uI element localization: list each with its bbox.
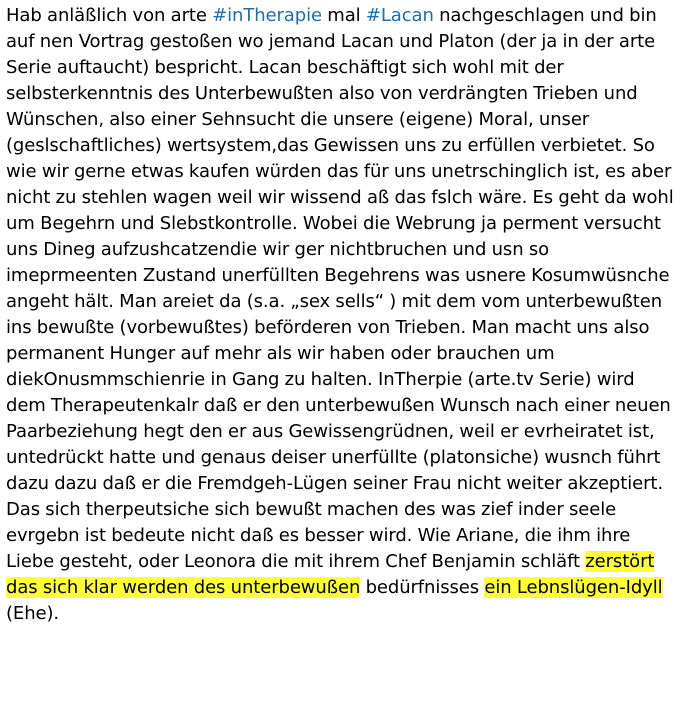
post-ending: (Ehe).: [6, 603, 60, 624]
post-between-tags: mal: [321, 5, 366, 26]
hashtag-intherapie-link[interactable]: #inTherapie: [212, 5, 322, 26]
highlighted-phrase-1: zerstört das sich klar werden des unterbewußen: [6, 551, 655, 598]
post-intro: Hab anläßlich von arte: [6, 5, 213, 26]
highlighted-phrase-2: ein Lebnslügen-Idyll: [484, 577, 663, 598]
hashtag-lacan-link[interactable]: #Lacan: [365, 5, 434, 26]
post-body: nachgeschlagen und bin auf nen Vortrag gestoßen wo jemand Lacan und Platon (der ja in der arte Serie auftaucht) bespricht. Lacan beschäftigt sich wohl mit der selbsterkenntnis des Unterbewußten also von verdrängten Trieben und Wünschen, also einer Sehnsucht die unsere (eigene) Moral, unser (geslschaftliches) wertsystem,das Gewissen uns zu erfüllen verbietet. So wie wir gerne etwas kaufen würden das für uns unetrschinglich ist, es aber nicht zu stehlen wagen weil wir wissend aß das fslch wäre. Es geht da wohl um Begehrn und Slebstkontrolle. Wobei die Webrung ja perment versucht uns Dineg aufzushcatzendie wir ger nichtbruchen und usn so imeprmeenten Zustand unerfüllten Begehrens was usnere Kosumwüsnche angeht hält. Man areiet da (s.a. „sex sells“ ) mit dem vom unterbewußten ins bewußte (vorbewußtes) beförderen von Trieben. Man macht uns also permanent Hunger auf mehr als wir haben oder brauchen um diekOnusmmschienrie in Gang zu halten. InTherpie (arte.tv Serie) wird dem Therapeutenkalr daß er den unterbewußen Wunsch nach einer neuen Paarbeziehung hegt den er aus Gewissengrüdnen, weil er evrheiratet ist, untedrückt hatte und genaus deiser unerfüllte (platonsiche) wusnch führt dazu dazu daß er die Fremdgeh-Lügen seiner Frau nicht weiter akzeptiert. Das sich therpeutsiche sich bewußt machen des was zief inder seele evrgebn ist bedeute nicht daß es besser wird. Wie Ariane, die ihm ihre Liebe gesteht, oder Leonora die mit ihrem Chef Benjamin schläft: [6, 5, 674, 572]
post-between-highlights: bedürfnisses: [360, 577, 485, 598]
